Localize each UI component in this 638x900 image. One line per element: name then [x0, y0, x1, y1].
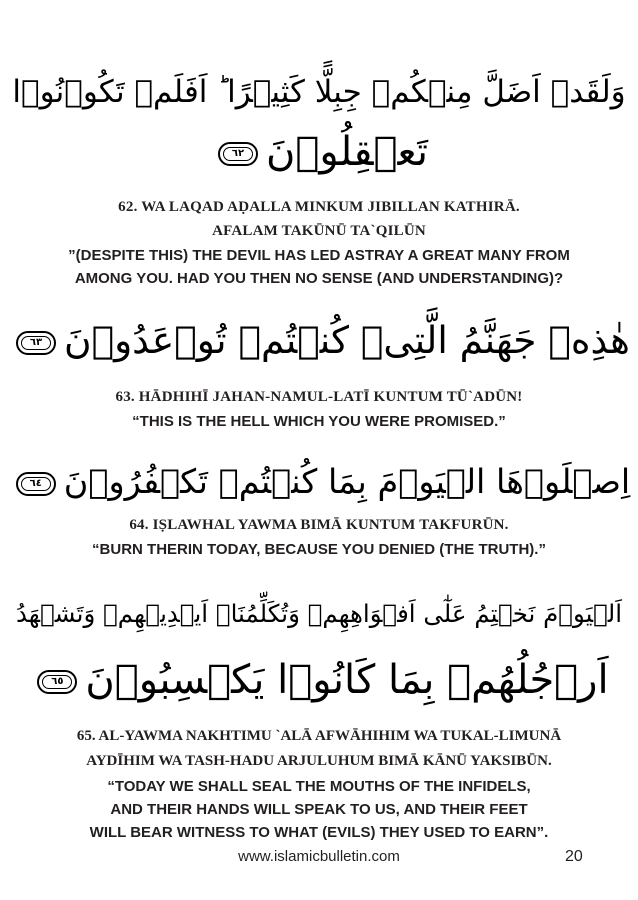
- verse-64-arabic: [0, 458, 638, 506]
- verse-65-arabic-text: اَرۡجُلُهُمۡ بِمَا كَانُوۡا يَكۡسِبُوۡنَ: [85, 657, 609, 703]
- verse-65-transliteration-line-1: 65. AL-YAWMA NAKHTIMU `ALĀ AFWĀHIHIM WA TUKAL-LIMUNĀ: [76, 728, 562, 744]
- ayah-end-marker-icon: [16, 472, 56, 496]
- ayah-number: ٦٤: [29, 477, 42, 489]
- page-number: 20: [565, 848, 583, 865]
- verse-63-arabic-text: هٰذِهٖ جَهَنَّمُ الَّتِىۡ كُنۡتُمۡ تُوۡعَدُوۡنَ: [64, 318, 630, 362]
- verse-62-translation-line-2: AMONG YOU. HAD YOU THEN NO SENSE (AND UNDERSTANDING)?: [74, 270, 564, 287]
- verse-65-translation-line-1: “TODAY WE SHALL SEAL THE MOUTHS OF THE INFIDELS,: [107, 778, 531, 795]
- verse-64-translation: “BURN THERIN TODAY, BECAUSE YOU DENIED (THE TRUTH).”: [92, 541, 546, 558]
- verse-65-transliteration-line-2: AYDĪHIM WA TASH-HADU ARJULUHUM BIMĀ KĀNŪ YAKSIBŪN.: [86, 753, 552, 769]
- ayah-end-marker-icon: [37, 670, 77, 694]
- verse-65-translation-line-3: WILL BEAR WITNESS TO WHAT (EVILS) THEY USED TO EARN”.: [89, 824, 549, 841]
- footer-website-link[interactable]: www.islamicbulletin.com: [238, 848, 400, 865]
- ayah-number: ٦٥: [51, 676, 64, 687]
- verse-63-transliteration: 63. HĀDHIHĪ JAHAN-NAMUL-LATĪ KUNTUM TŪ`ADŪN!: [115, 389, 523, 405]
- verse-62-transliteration-line-2: AFALAM TAKŪNŪ TA`QILŪN: [212, 223, 426, 239]
- verse-65-translation-line-2: AND THEIR HANDS WILL SPEAK TO US, AND THEIR FEET: [110, 801, 528, 818]
- verse-65-arabic-line-2: [0, 656, 638, 704]
- ayah-end-marker-icon: [218, 142, 258, 166]
- ayah-number: ٦٣: [29, 336, 43, 348]
- ayah-number: ٦٢: [231, 148, 245, 159]
- verse-62-arabic-line-2: [0, 128, 638, 176]
- verse-62-arabic-text: تَعۡقِلُوۡنَ: [266, 129, 428, 175]
- verse-62-translation-line-1: ”(DESPITE THIS) THE DEVIL HAS LED ASTRAY A GREAT MANY FROM: [68, 247, 570, 264]
- verse-65-arabic-line-1: اَلۡيَوۡمَ نَخۡتِمُ عَلٰٓى اَفۡوَاهِهِمۡ وَتُكَلِّمُنَاۤ اَيۡدِيۡهِمۡ وَتَشۡهَدُ: [15, 599, 623, 628]
- verse-63-arabic: [0, 316, 638, 364]
- ayah-end-marker-icon: [16, 331, 56, 355]
- verse-62-transliteration-line-1: 62. WA LAQAD AḌALLA MINKUM JIBILLAN KATHIRĀ.: [118, 199, 520, 215]
- verse-64-arabic-text: اِصۡلَوۡهَا الۡيَوۡمَ بِمَا كُنۡتُمۡ تَكۡفُرُوۡنَ: [63, 462, 631, 501]
- verse-64-transliteration: 64. IṢLAWHAL YAWMA BIMĀ KUNTUM TAKFURŪN.: [129, 517, 509, 533]
- verse-62-arabic-line-1: وَلَقَدۡ اَضَلَّ مِنۡكُمۡ جِبِلًّا كَثِيۡرًا ؕ اَفَلَمۡ تَكُوۡنُوۡا: [12, 74, 626, 110]
- verse-63-translation: “THIS IS THE HELL WHICH YOU WERE PROMISED.”: [132, 413, 506, 430]
